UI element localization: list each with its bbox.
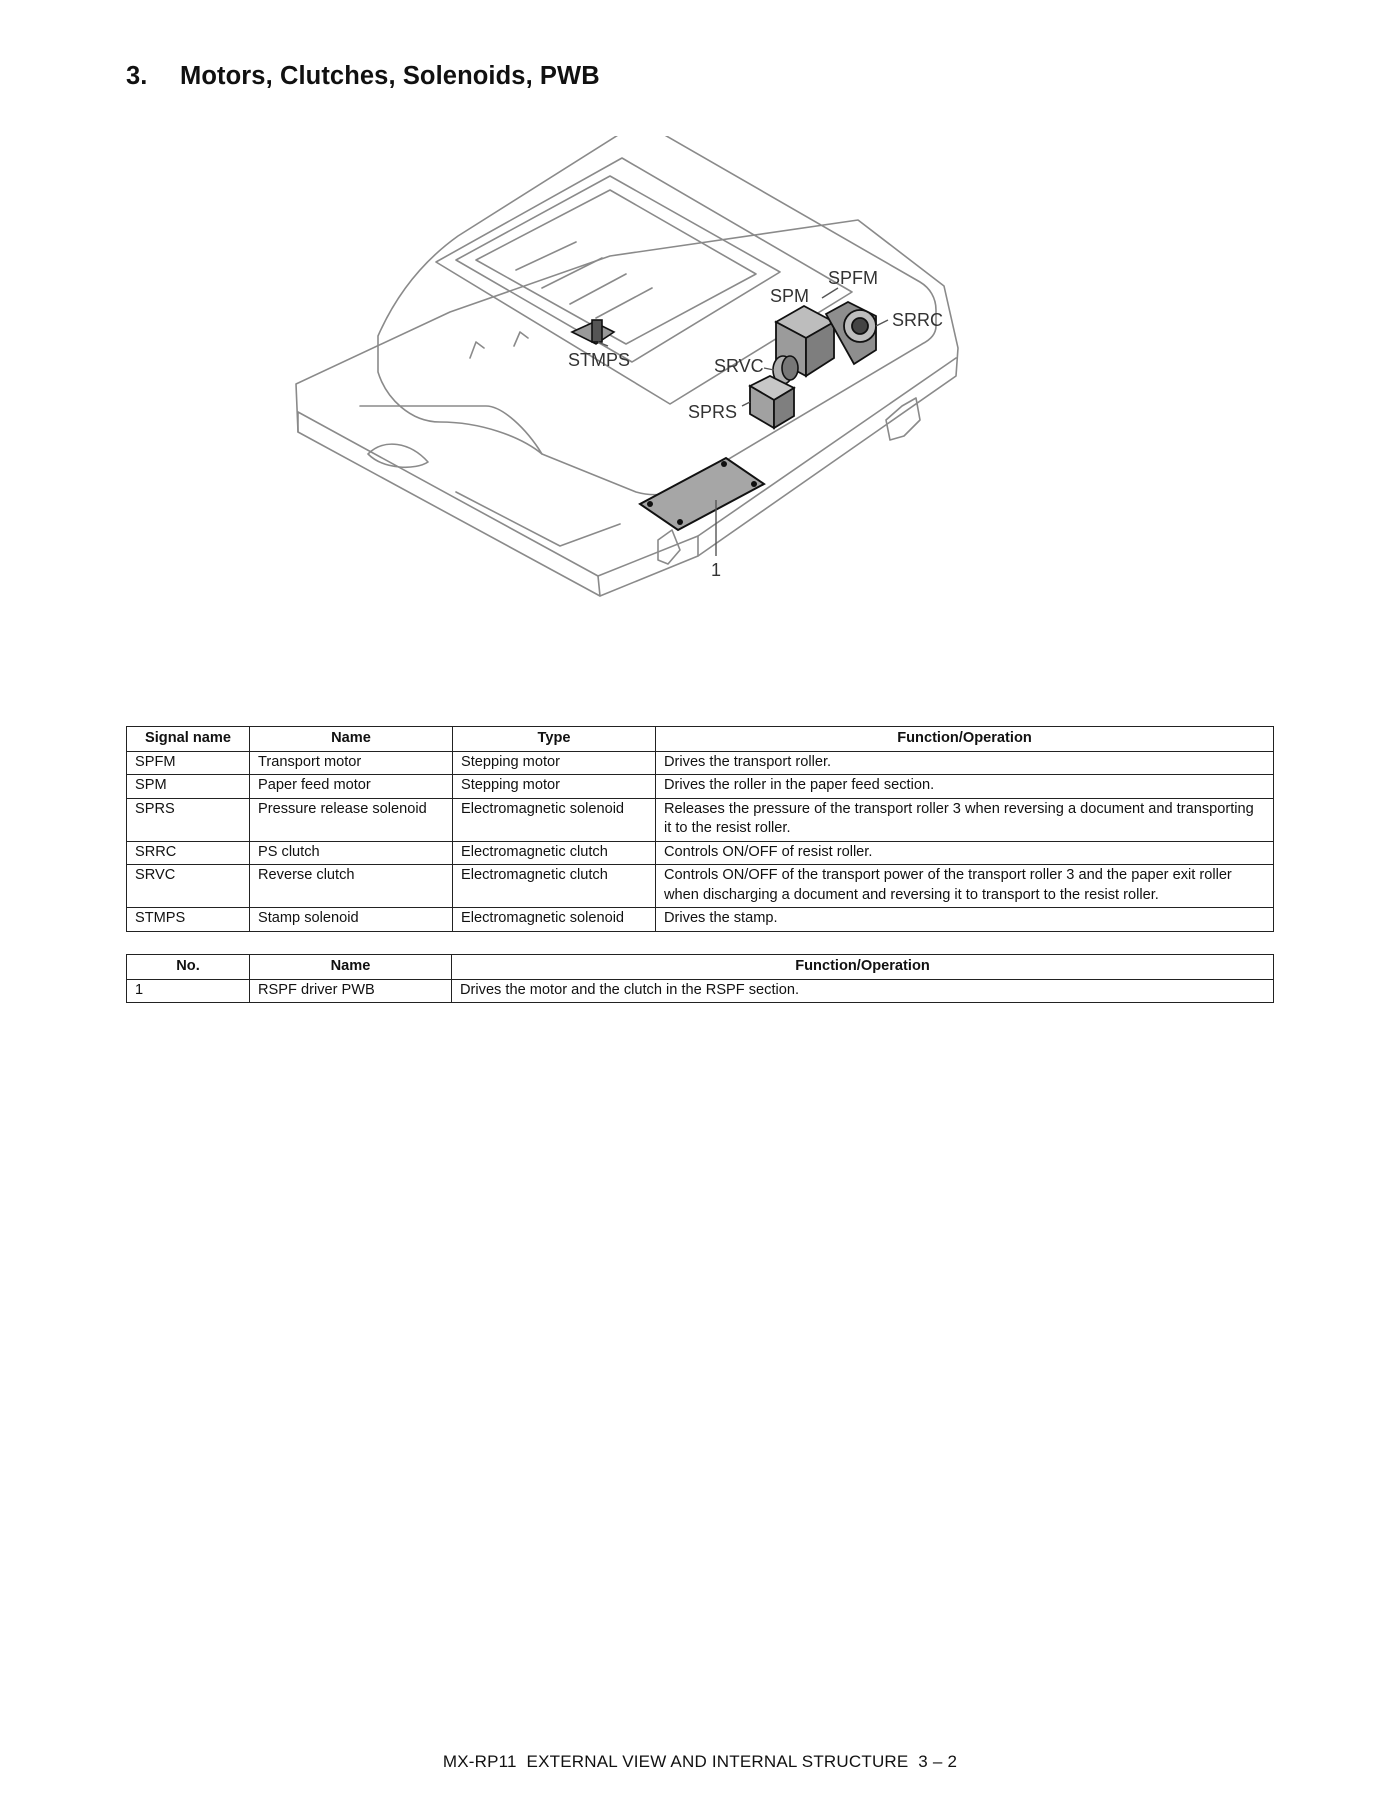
column-header: Type (453, 727, 656, 752)
leader-srrc (876, 320, 888, 326)
callout-spm: SPM (770, 286, 810, 306)
callout-stmps: STMPS (568, 350, 631, 370)
name-cell: Reverse clutch (250, 865, 453, 908)
signal-cell: SRRC (127, 841, 250, 865)
name-cell: Paper feed motor (250, 775, 453, 799)
name-cell: PS clutch (250, 841, 453, 865)
type-cell: Stepping motor (453, 775, 656, 799)
callout-srrc: SRRC (892, 310, 944, 330)
name-cell: Transport motor (250, 751, 453, 775)
type-cell: Electromagnetic clutch (453, 865, 656, 908)
callout-pwb: 1 (711, 560, 722, 580)
table-row (127, 751, 1274, 775)
exit-area (456, 492, 620, 546)
section-title: Motors, Clutches, Solenoids, PWB (180, 62, 600, 90)
column-header: Signal name (127, 727, 250, 752)
signal-cell: STMPS (127, 908, 250, 932)
feed-slot (360, 406, 542, 454)
column-header: Function/Operation (656, 727, 1274, 752)
table-row (127, 865, 1274, 908)
callout-sprs: SPRS (688, 402, 738, 422)
pwb-table (126, 954, 1274, 1003)
tray-guide (476, 190, 756, 344)
name-cell: Pressure release solenoid (250, 798, 453, 841)
table-row (127, 908, 1274, 932)
signal-table (126, 726, 1274, 932)
column-header: No. (127, 955, 250, 980)
table-row (127, 841, 1274, 865)
base-front (598, 536, 698, 596)
callout-spfm: SPFM (828, 268, 879, 288)
type-cell: Electromagnetic solenoid (453, 908, 656, 932)
table-row (127, 798, 1274, 841)
pwb-board (640, 458, 764, 530)
rspf-diagram (280, 136, 1120, 702)
function-cell: Drives the stamp. (656, 908, 1274, 932)
signal-cell: SRVC (127, 865, 250, 908)
function-cell: Drives the transport roller. (656, 751, 1274, 775)
number-cell: 1 (127, 979, 250, 1003)
table-row (127, 979, 1274, 1003)
function-cell: Controls ON/OFF of resist roller. (656, 841, 1274, 865)
callout-srvc: SRVC (714, 356, 764, 376)
type-cell: Stepping motor (453, 751, 656, 775)
type-cell: Electromagnetic clutch (453, 841, 656, 865)
function-cell: Drives the roller in the paper feed section. (656, 775, 1274, 799)
function-cell: Controls ON/OFF of the transport power of the transport roller 3 and the paper exit roller when discharging a document and reversing it to transport to the resist roller. (656, 865, 1274, 908)
sprs-component (750, 376, 794, 428)
section-number: 3. (126, 62, 148, 90)
signal-cell: SPFM (127, 751, 250, 775)
pwb-table-header (127, 955, 1274, 980)
column-header: Function/Operation (452, 955, 1274, 980)
table-row (127, 775, 1274, 799)
page-title (126, 62, 600, 91)
leader-spfm (822, 288, 838, 298)
page-footer: MX-RP11 EXTERNAL VIEW AND INTERNAL STRUCTURE 3 – 2 (442, 1752, 958, 1771)
function-cell: Releases the pressure of the transport roller 3 when reversing a document and transporting it to the resist roller. (656, 798, 1274, 841)
signal-cell: SPRS (127, 798, 250, 841)
name-cell: RSPF driver PWB (250, 979, 452, 1003)
function-cell: Drives the motor and the clutch in the RSPF section. (452, 979, 1274, 1003)
type-cell: Electromagnetic solenoid (453, 798, 656, 841)
guide-mark (470, 332, 528, 358)
signal-table-header (127, 727, 1274, 752)
signal-cell: SPM (127, 775, 250, 799)
rspf-illustration (280, 136, 1120, 702)
tray-area (456, 176, 780, 362)
stmps-component (572, 320, 614, 344)
leader-sprs (742, 402, 750, 406)
column-header: Name (250, 727, 453, 752)
name-cell: Stamp solenoid (250, 908, 453, 932)
column-header: Name (250, 955, 452, 980)
